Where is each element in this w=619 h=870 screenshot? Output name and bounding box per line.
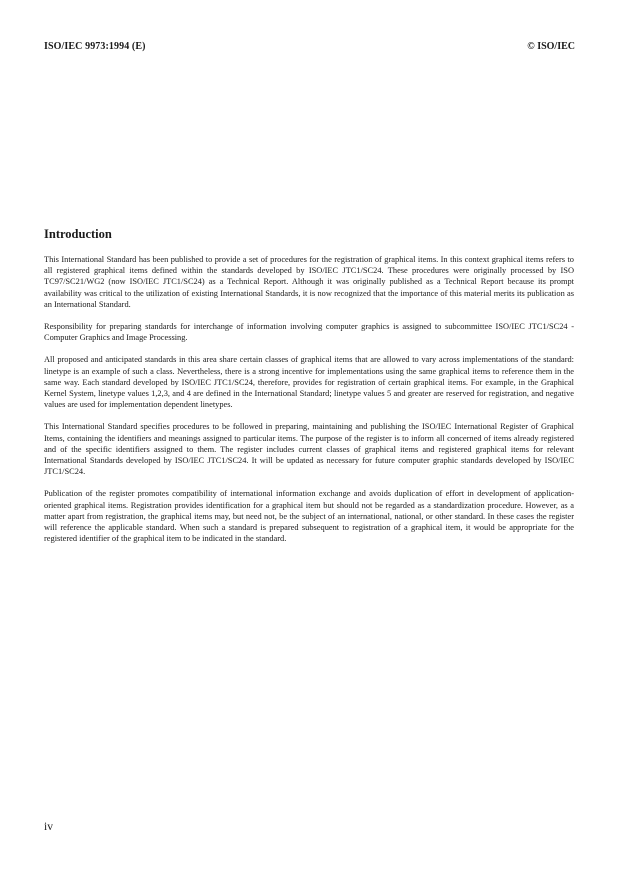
paragraph-graphical-item-classes: All proposed and anticipated standards in this area share certain classes of graphical items that are allowed to vary across implementations of the standard: linetype is an example of such a class. Nevertheless, there is a strong incentive for implementations using the same graphical items to reference them in the same way. Each standard developed by ISO/IEC JTC1/SC24, therefore, provides for registration of certain graphical items. For example, in the Graphical Kernel System, linetype values 1,2,3, and 4 are defined in the International Standard; linetype values 5 and greater are reserved for registration, and negative values are used for implementation dependent linetypes. — [44, 355, 574, 410]
paragraph-responsibility: Responsibility for preparing standards for interchange of information involving computer graphics is assigned to subcommittee ISO/IEC JTC1/SC24 - Computer Graphics and Image Processing. — [44, 322, 574, 343]
paragraph-register-procedures: This International Standard specifies procedures to be followed in preparing, maintaining and publishing the ISO/IEC International Register of Graphical Items, containing the identifiers and meanings assigned to particular items. The purpose of the register is to inform all concerned of items already registered and of the specific identifiers assigned to them. The register includes current classes of graphical items and registered graphical items for relevant International Standards developed by ISO/IEC JTC1/SC24. It will be updated as necessary for future computer graphic standards developed by ISO/IEC JTC1/SC24. — [44, 422, 574, 477]
standard-identifier: ISO/IEC 9973:1994 (E) — [44, 41, 146, 52]
copyright-notice: © ISO/IEC — [527, 41, 575, 52]
section-title: Introduction — [44, 227, 112, 241]
section-body — [44, 254, 574, 555]
paragraph-publication: Publication of the register promotes compatibility of international information exchange and avoids duplication of effort in development of application-oriented graphical items. Registration provides identification for a graphical item but should not be regarded as a standardization procedure. However, as a matter apart from registration, the graphical items may, but need not, be the subject of an international, national, or other standard. In these cases the register will reference the applicable standard. When such a standard is prepared subsequent to registration of a graphical item, it would be appropriate for the registered identifier of the graphical item to be indicated in the standard. — [44, 489, 574, 544]
page-number: iv — [44, 821, 53, 833]
paragraph-purpose: This International Standard has been published to provide a set of procedures for the registration of graphical items. In this context graphical items refers to all registered graphical items defined within the standards developed by ISO/IEC JTC1/SC24. These procedures were originally processed by ISO TC97/SC21/WG2 (now ISO/IEC JTC1/SC24) as a Technical Report. Although it was originally published as a Technical Report because its prompt availability was critical to the utilization of existing International Standards, it is now recognized that the importance of this material merits its publication as an International Standard. — [44, 255, 574, 309]
